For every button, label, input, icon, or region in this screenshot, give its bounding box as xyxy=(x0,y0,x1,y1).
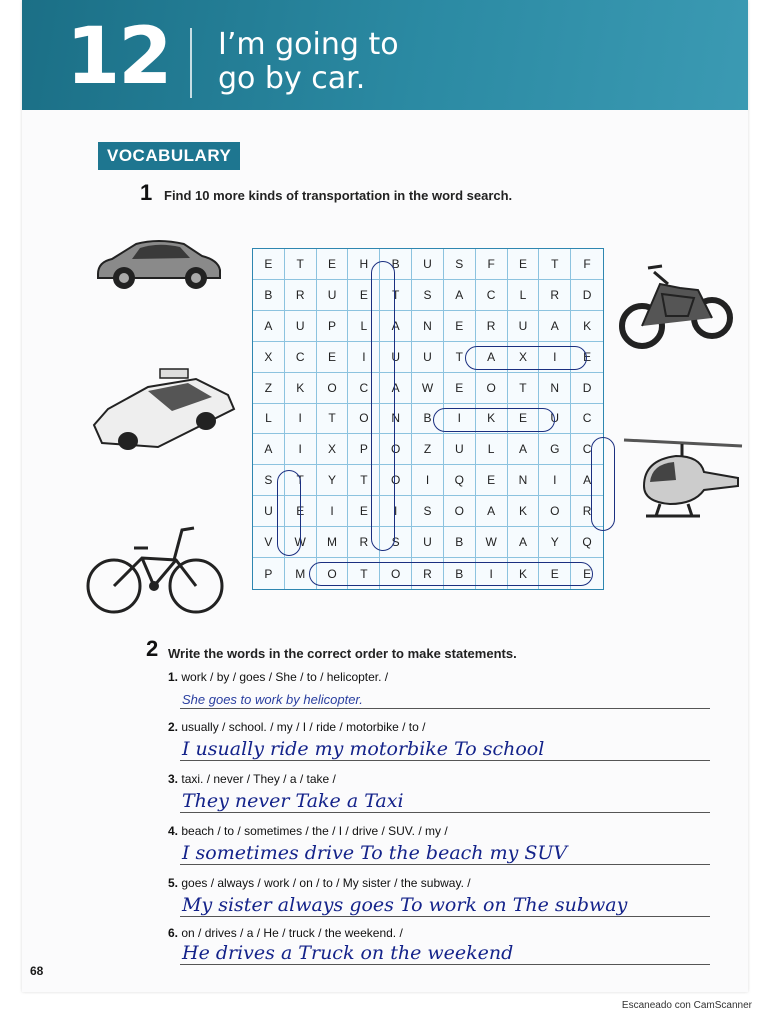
word-search-cell: G xyxy=(539,434,571,465)
word-search-cell: T xyxy=(285,249,317,280)
word-search-cell: O xyxy=(539,496,571,527)
answer-line-3 xyxy=(180,812,710,813)
word-search-cell: U xyxy=(412,249,444,280)
word-search-cell: E xyxy=(444,373,476,404)
word-search-cell: S xyxy=(444,249,476,280)
word-search-cell: O xyxy=(380,434,412,465)
word-search-cell: Z xyxy=(412,434,444,465)
word-search-cell: T xyxy=(539,249,571,280)
word-search-cell: C xyxy=(571,404,603,435)
word-search-cell: M xyxy=(317,527,349,558)
word-search-cell: O xyxy=(380,465,412,496)
word-search-cell: E xyxy=(508,249,540,280)
word-search-cell: Y xyxy=(539,527,571,558)
word-search-cell: C xyxy=(476,280,508,311)
word-search-cell: O xyxy=(317,558,349,589)
answer-line-2 xyxy=(180,760,710,761)
word-search-cell: A xyxy=(253,434,285,465)
word-search-cell: S xyxy=(253,465,285,496)
word-search-cell: A xyxy=(476,496,508,527)
answer-2[interactable]: I usually ride my motorbike To school xyxy=(182,738,545,760)
word-search-cell: U xyxy=(412,342,444,373)
word-search-cell: O xyxy=(476,373,508,404)
exercise-2-number: 2 xyxy=(146,636,159,661)
word-search-cell: L xyxy=(508,280,540,311)
word-search-cell: R xyxy=(348,527,380,558)
word-search-cell: Z xyxy=(253,373,285,404)
word-search-cell: I xyxy=(539,465,571,496)
word-search-cell: A xyxy=(508,434,540,465)
word-search-cell: I xyxy=(380,496,412,527)
word-search-cell: I xyxy=(444,404,476,435)
sentence-item-3: 3. taxi. / never / They / a / take / xyxy=(168,772,336,786)
word-search-cell: Q xyxy=(571,527,603,558)
word-search-cell: B xyxy=(380,249,412,280)
word-search-cell: B xyxy=(412,404,444,435)
word-search-cell: K xyxy=(508,558,540,589)
word-search-cell: K xyxy=(571,311,603,342)
circle-taxi xyxy=(465,346,587,370)
answer-line-6 xyxy=(180,964,710,965)
word-search-cell: H xyxy=(348,249,380,280)
word-search-cell: T xyxy=(317,404,349,435)
sentence-item-5: 5. goes / always / work / on / to / My sister / the subway. / xyxy=(168,876,471,890)
word-search-cell: N xyxy=(412,311,444,342)
word-search-cell: I xyxy=(317,496,349,527)
sentence-item-4: 4. beach / to / sometimes / the / I / drive / SUV. / my / xyxy=(168,824,448,838)
word-search-cell: E xyxy=(348,496,380,527)
sentence-item-6: 6. on / drives / a / He / truck / the weekend. / xyxy=(168,926,403,940)
word-search-cell: E xyxy=(539,558,571,589)
word-search xyxy=(252,248,604,590)
word-search-cell: F xyxy=(476,249,508,280)
word-search-cell: E xyxy=(583,566,592,581)
word-search-cell: U xyxy=(253,496,285,527)
car-icon xyxy=(92,232,224,294)
answer-6[interactable]: He drives a Truck on the weekend xyxy=(182,942,514,964)
word-search-cell: B xyxy=(444,527,476,558)
word-search-cell: E xyxy=(253,249,285,280)
word-search-cell: E xyxy=(476,465,508,496)
bicycle-icon xyxy=(84,520,226,620)
workbook-page xyxy=(22,0,748,992)
circle-car xyxy=(591,437,615,531)
word-search-cell: S xyxy=(412,496,444,527)
word-search-cell: A xyxy=(380,373,412,404)
word-search-cell: E xyxy=(317,342,349,373)
word-search-cell: W xyxy=(476,527,508,558)
word-search-cell: X xyxy=(508,342,540,373)
circle-motorbike xyxy=(309,562,593,586)
word-search-cell: X xyxy=(317,434,349,465)
word-search-cell: P xyxy=(317,311,349,342)
answer-5[interactable]: My sister always goes To work on The subway xyxy=(182,894,628,916)
word-search-cell: D xyxy=(571,373,603,404)
word-search-cell: O xyxy=(380,558,412,589)
answer-4[interactable]: I sometimes drive To the beach my SUV xyxy=(182,842,568,864)
word-search-cell: B xyxy=(253,280,285,311)
exercise-2-instruction: Write the words in the correct order to make statements. xyxy=(168,646,517,661)
word-search-cell: R xyxy=(476,311,508,342)
word-search-cell: U xyxy=(380,342,412,373)
word-search-cell: I xyxy=(476,558,508,589)
unit-number: 12 xyxy=(66,12,171,102)
word-search-cell: P xyxy=(253,558,285,589)
word-search-cell: X xyxy=(253,342,285,373)
word-search-cell: C xyxy=(348,373,380,404)
word-search-cell: U xyxy=(508,311,540,342)
word-search-cell: K xyxy=(508,496,540,527)
word-search-cell: E xyxy=(285,496,317,527)
word-search-cell: A xyxy=(571,465,603,496)
word-search-cell: A xyxy=(539,311,571,342)
word-search-cell: Q xyxy=(444,465,476,496)
word-search-cell: U xyxy=(412,527,444,558)
word-search-cell: I xyxy=(285,434,317,465)
page-number: 68 xyxy=(30,964,44,978)
answer-line-1 xyxy=(180,708,710,709)
word-search-cell: P xyxy=(348,434,380,465)
word-search-cell: A xyxy=(508,527,540,558)
word-search-cell: T xyxy=(348,558,380,589)
word-search-cell: M xyxy=(285,558,317,589)
word-search-cell: S xyxy=(380,527,412,558)
word-search-cell: T xyxy=(444,342,476,373)
word-search-cell: U xyxy=(539,404,571,435)
word-search-cell: T xyxy=(285,465,317,496)
word-search-cell: K xyxy=(476,404,508,435)
circle-bike xyxy=(433,408,555,432)
word-search-cell: E xyxy=(444,311,476,342)
word-search-cell: N xyxy=(380,404,412,435)
word-search-cell: O xyxy=(348,404,380,435)
circle-helicopter xyxy=(371,261,395,551)
sentence-item-1: 1. work / by / goes / She / to / helicopter. / xyxy=(168,670,389,684)
word-search-cell: F xyxy=(571,249,603,280)
vocabulary-label: VOCABULARY xyxy=(98,142,240,170)
word-search-cell: I xyxy=(348,342,380,373)
word-search-cell: L xyxy=(253,404,285,435)
circle-suv xyxy=(277,470,301,556)
word-search-cell: Y xyxy=(317,465,349,496)
scanner-watermark: Escaneado con CamScanner xyxy=(621,1000,752,1011)
word-search-cell: U xyxy=(285,311,317,342)
word-search-cell: L xyxy=(476,434,508,465)
word-search-cell: R xyxy=(571,496,603,527)
word-search-cell: N xyxy=(539,373,571,404)
word-search-cell: I xyxy=(539,342,571,373)
word-search-cell: B xyxy=(444,558,476,589)
word-search-cell: R xyxy=(285,280,317,311)
word-search-cell: O xyxy=(444,496,476,527)
word-search-cell: W xyxy=(285,527,317,558)
answer-line-4 xyxy=(180,864,710,865)
word-search-cell: D xyxy=(571,280,603,311)
word-search-cell: U xyxy=(317,280,349,311)
word-search-cell: I xyxy=(412,465,444,496)
word-search-cell: L xyxy=(348,311,380,342)
word-search-cell: R xyxy=(539,280,571,311)
sentence-item-2: 2. usually / school. / my / I / ride / motorbike / to / xyxy=(168,720,426,734)
word-search-cell: C xyxy=(285,342,317,373)
banner-divider xyxy=(190,28,192,98)
answer-3[interactable]: They never Take a Taxi xyxy=(182,790,404,812)
word-search-cell: V xyxy=(253,527,285,558)
word-search-cell: E xyxy=(571,342,603,373)
unit-title: I’m going to go by car. xyxy=(218,27,399,96)
word-search-cell: A xyxy=(380,311,412,342)
word-search-cell: O xyxy=(317,373,349,404)
word-search-cell: I xyxy=(285,404,317,435)
word-search-cell: U xyxy=(444,434,476,465)
word-search-cell: C xyxy=(571,434,603,465)
word-search-cell: T xyxy=(348,465,380,496)
motorcycle-icon xyxy=(618,254,734,354)
word-search-cell: A xyxy=(476,342,508,373)
taxi-icon xyxy=(88,365,238,455)
answer-1[interactable]: She goes to work by helicopter. xyxy=(182,692,363,707)
exercise-1-instruction: Find 10 more kinds of transportation in the word search. xyxy=(164,188,513,203)
word-search-cell: W xyxy=(412,373,444,404)
word-search-cell: A xyxy=(444,280,476,311)
word-search-cell: R xyxy=(412,558,444,589)
word-search-cell: E xyxy=(317,249,349,280)
exercise-1-number: 1 xyxy=(140,180,153,205)
word-search-cell: K xyxy=(285,373,317,404)
word-search-cell: S xyxy=(412,280,444,311)
word-search-cell: T xyxy=(508,373,540,404)
word-search-cell: E xyxy=(348,280,380,311)
word-search-cell: A xyxy=(253,311,285,342)
answer-line-5 xyxy=(180,916,710,917)
unit-banner xyxy=(22,0,748,110)
word-search-cell: N xyxy=(508,465,540,496)
word-search-cell: T xyxy=(380,280,412,311)
word-search-cell: E xyxy=(508,404,540,435)
helicopter-icon xyxy=(620,432,744,524)
